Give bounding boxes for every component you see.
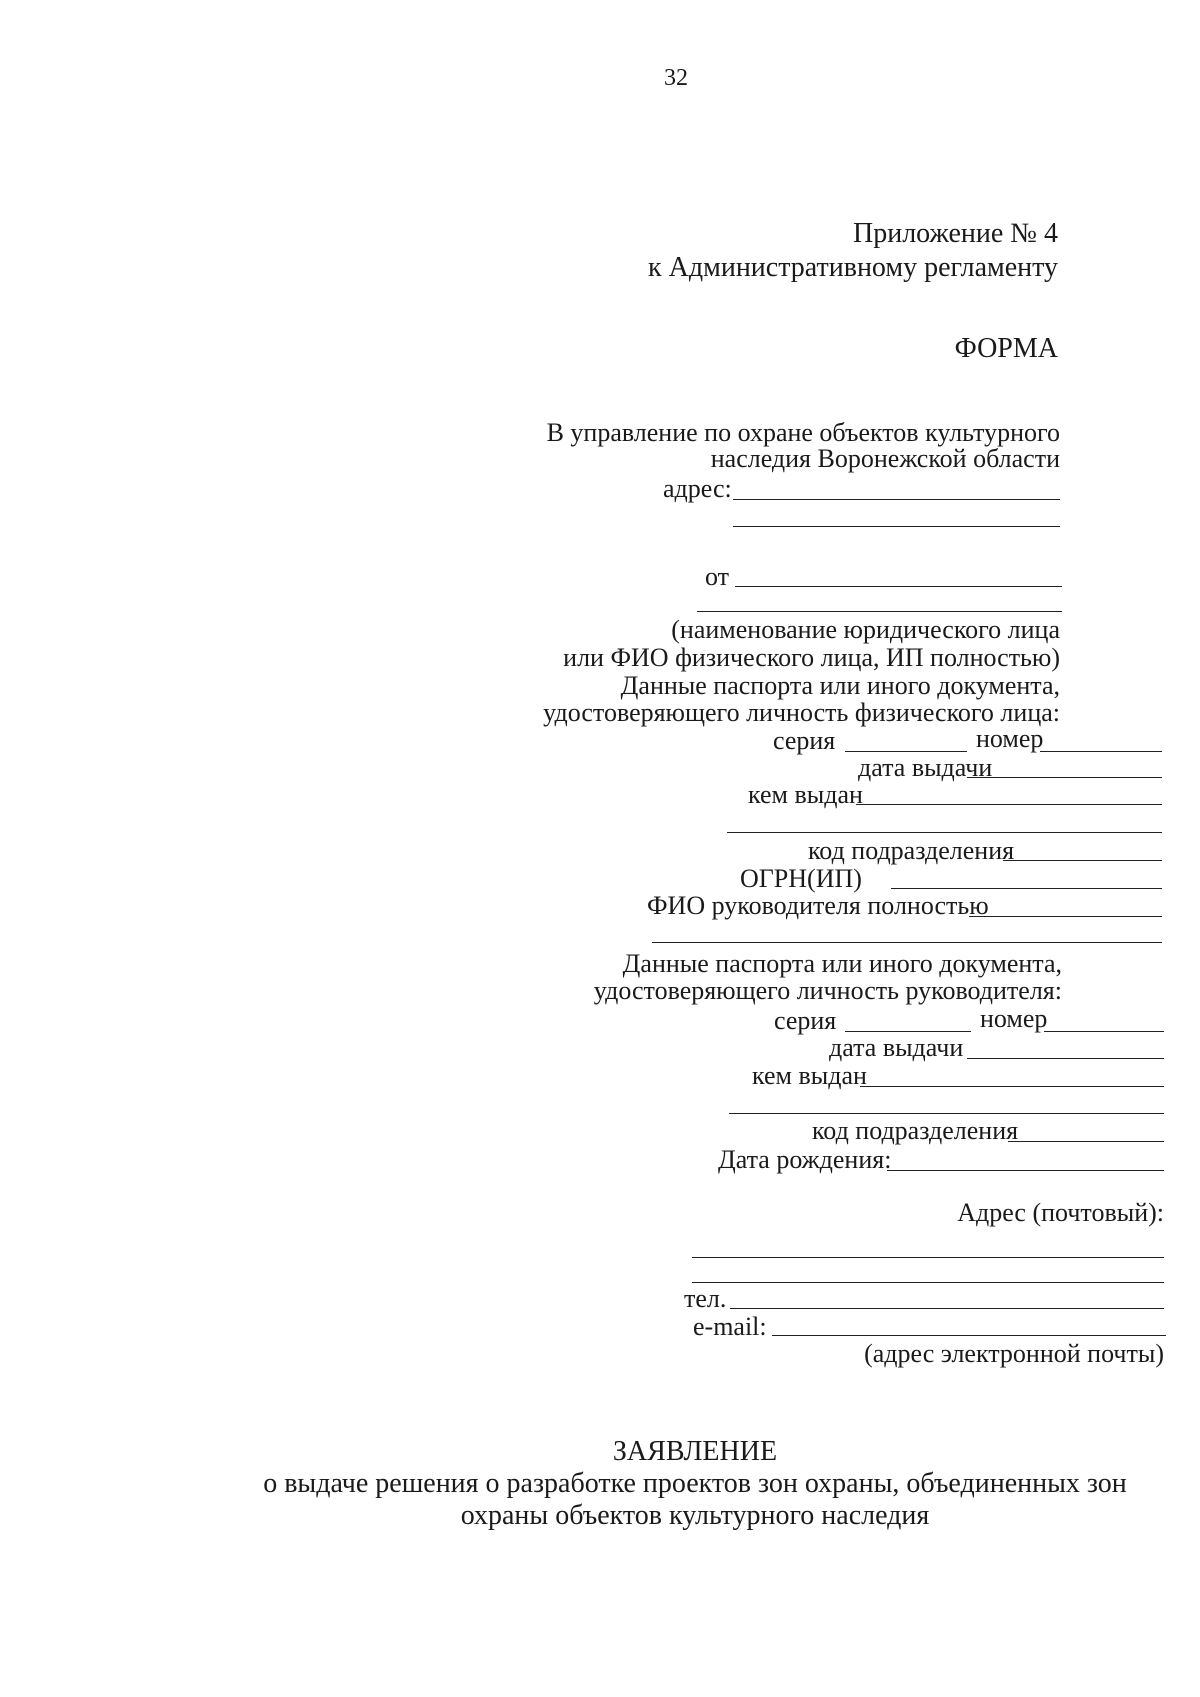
division-code-field[interactable] <box>1003 860 1162 861</box>
head-issue-date-field[interactable] <box>967 1058 1164 1059</box>
postal-address-label: Адрес (почтовый): <box>957 1198 1164 1227</box>
head-passport-intro-line1: Данные паспорта или иного документа, <box>622 949 1062 978</box>
email-hint: (адрес электронной почты) <box>864 1339 1164 1368</box>
phone-field[interactable] <box>730 1308 1164 1309</box>
head-number-field[interactable] <box>1044 1031 1164 1032</box>
from-label: от <box>705 562 730 591</box>
head-name-field-2[interactable] <box>652 942 1162 943</box>
address-line-1[interactable] <box>733 499 1060 500</box>
issued-by-field-1[interactable] <box>856 804 1162 805</box>
head-issue-date-label: дата выдачи <box>829 1033 964 1062</box>
series-field[interactable] <box>845 751 967 752</box>
division-code-label: код подразделения <box>808 836 1015 865</box>
head-issued-by-field-2[interactable] <box>729 1113 1164 1114</box>
series-label: серия <box>773 726 836 755</box>
passport-intro-line2: удостоверяющего личность физического лица: <box>543 698 1060 727</box>
head-series-label: серия <box>774 1006 837 1035</box>
head-issued-by-label: кем выдан <box>752 1061 867 1090</box>
statement-subtitle-line2: охраны объектов культурного наследия <box>460 1500 930 1531</box>
head-division-code-label: код подразделения <box>812 1116 1019 1145</box>
from-line-2[interactable] <box>697 611 1062 612</box>
ogrn-field[interactable] <box>891 888 1162 889</box>
statement-subtitle-line1: о выдаче решения о разработке проектов зон охраны, объединенных зон <box>263 1468 1127 1499</box>
head-name-field-1[interactable] <box>969 916 1162 917</box>
addressee-line2: наследия Воронежской области <box>710 444 1060 473</box>
issue-date-field[interactable] <box>967 777 1162 778</box>
email-label: e-mail: <box>693 1312 767 1341</box>
number-label: номер <box>976 724 1044 753</box>
postal-address-field-2[interactable] <box>692 1282 1164 1283</box>
email-field[interactable] <box>772 1335 1166 1336</box>
head-division-code-field[interactable] <box>1008 1141 1164 1142</box>
birth-date-field[interactable] <box>887 1170 1164 1171</box>
phone-label: тел. <box>684 1284 727 1313</box>
address-line-2[interactable] <box>733 526 1060 527</box>
addressee-line1: В управление по охране объектов культурного <box>546 418 1060 447</box>
head-passport-intro-line2: удостоверяющего личность руководителя: <box>593 976 1062 1005</box>
statement-title: ЗАЯВЛЕНИЕ <box>612 1436 778 1467</box>
issue-date-label: дата выдачи <box>858 753 993 782</box>
name-hint-line2: или ФИО физического лица, ИП полностью) <box>563 643 1060 672</box>
issued-by-field-2[interactable] <box>727 832 1162 833</box>
ogrn-label: ОГРН(ИП) <box>740 864 862 893</box>
birth-date-label: Дата рождения: <box>718 1145 892 1174</box>
appendix-subtitle: к Административному регламенту <box>648 252 1058 283</box>
name-hint-line1: (наименование юридического лица <box>671 615 1060 644</box>
head-series-field[interactable] <box>845 1031 971 1032</box>
issued-by-label: кем выдан <box>748 780 863 809</box>
from-line-1[interactable] <box>735 586 1062 587</box>
address-label: адрес: <box>663 474 732 503</box>
head-issued-by-field-1[interactable] <box>860 1086 1164 1087</box>
number-field[interactable] <box>1040 751 1162 752</box>
passport-intro-line1: Данные паспорта или иного документа, <box>620 671 1060 700</box>
postal-address-field-1[interactable] <box>692 1257 1164 1258</box>
head-name-label: ФИО руководителя полностью <box>647 891 989 920</box>
page-number: 32 <box>664 65 688 91</box>
appendix-title: Приложение № 4 <box>853 218 1058 249</box>
head-number-label: номер <box>980 1004 1048 1033</box>
form-label: ФОРМА <box>954 333 1058 364</box>
